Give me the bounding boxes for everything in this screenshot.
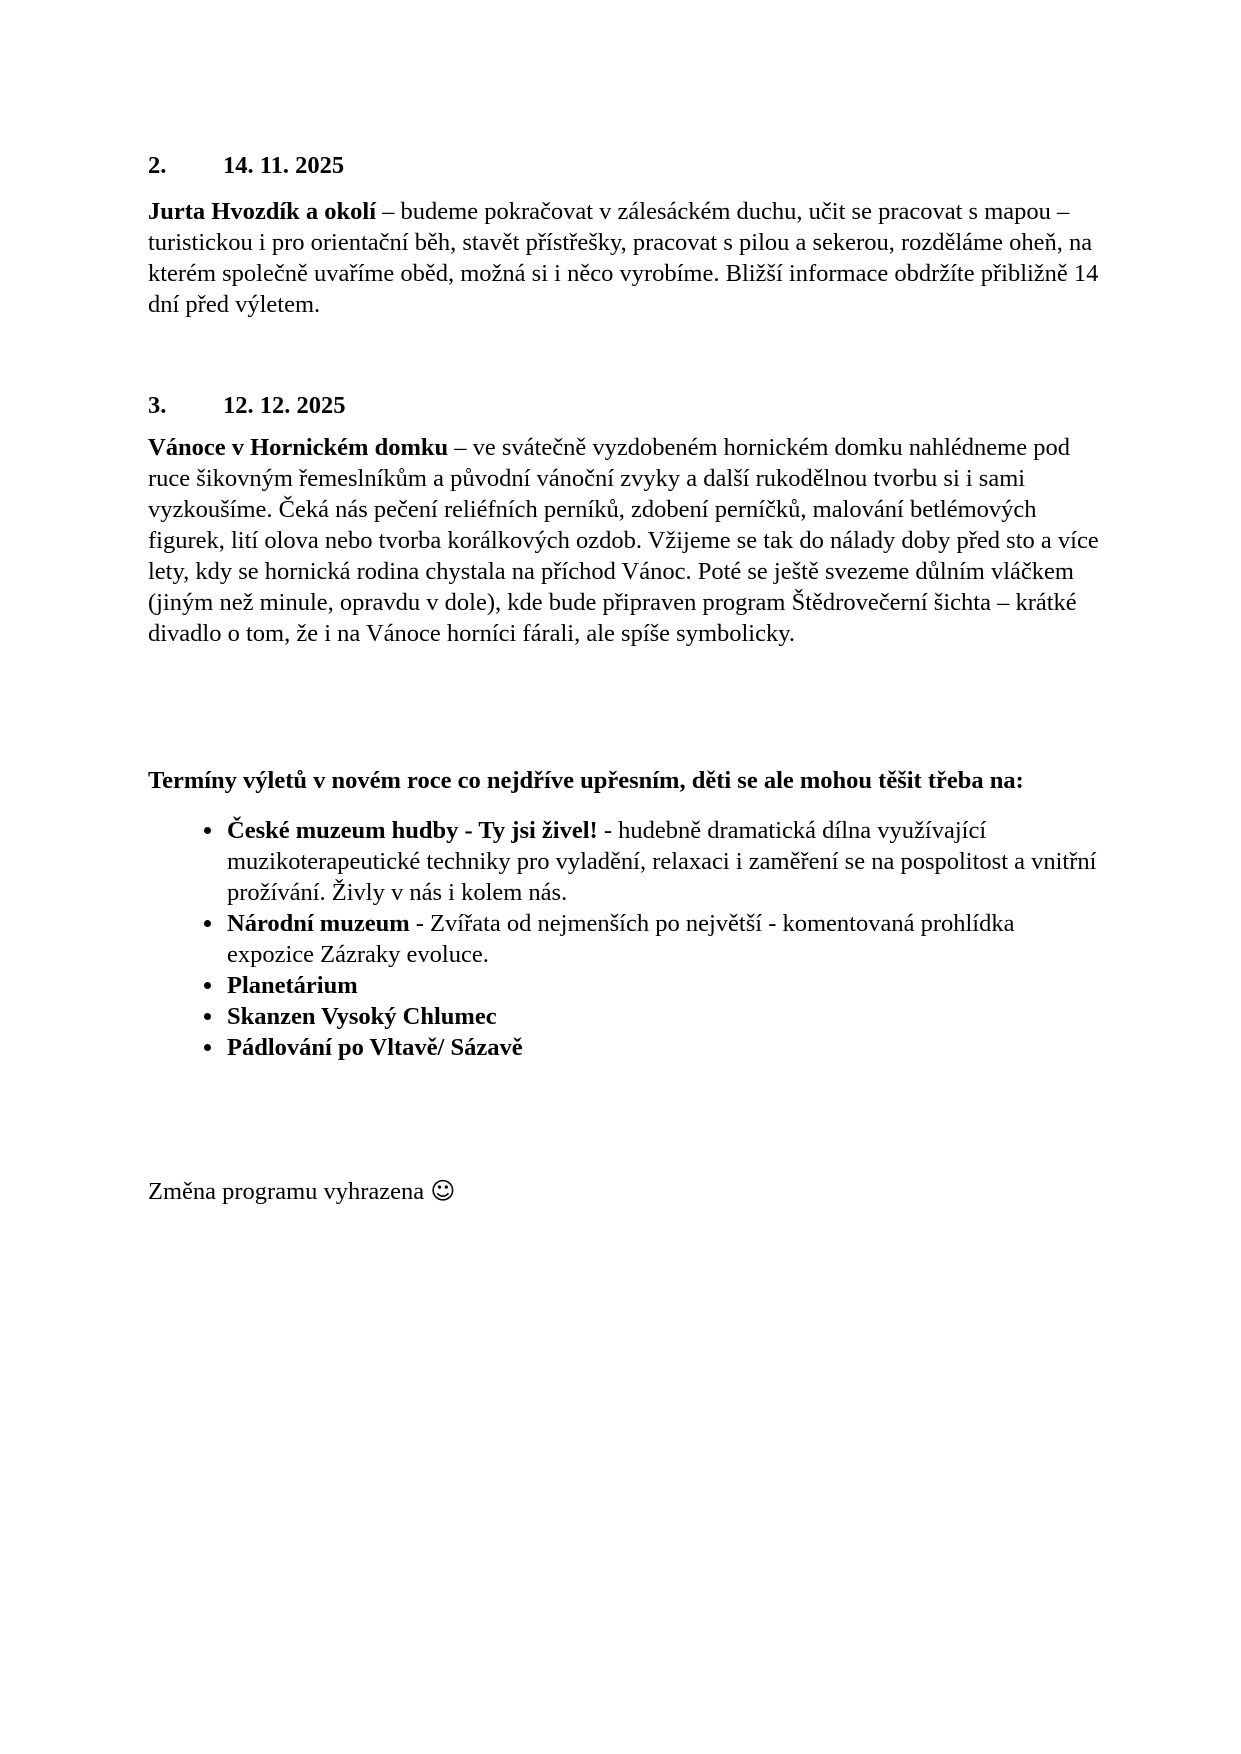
footer-note bbox=[148, 1176, 1103, 1207]
bullet-title: Národní muzeum bbox=[227, 910, 410, 937]
trip-3-title: Vánoce v Hornickém domku bbox=[148, 434, 449, 461]
section-3-heading bbox=[148, 390, 1103, 421]
list-item-skanzen bbox=[225, 1001, 1103, 1032]
bullet-title: Pádlování po Vltavě/ Sázavě bbox=[227, 1034, 523, 1061]
trip-list bbox=[148, 815, 1103, 1063]
bullet-title: České muzeum hudby - Ty jsi živel! bbox=[227, 817, 598, 844]
footer-note-text: Změna programu vyhrazena bbox=[148, 1178, 431, 1205]
bullet-description: - Zvířata od nejmenších po největší - komentovaná prohlídka expozice Zázraky evoluce. bbox=[227, 910, 1015, 968]
trip-2-description: – budeme pokračovat v zálesáckém duchu, učit se pracovat s mapou – turistickou i pro orientační běh, stavět přístřešky, pracovat s pilou a sekerou, rozděláme oheň, na kterém společně uvaříme oběd, možná si i něco vyrobíme. Bližší informace obdržíte přibližně 14 dní před výletem. bbox=[148, 198, 1099, 318]
list-item-muzeum-hudby bbox=[225, 815, 1103, 908]
upcoming-heading: Termíny výletů v novém roce co nejdříve upřesním, děti se ale mohou těšit třeba na: bbox=[148, 767, 1024, 794]
section-2-number: 2. bbox=[148, 152, 167, 179]
list-item-narodni-muzeum bbox=[225, 908, 1103, 970]
section-3-number: 3. bbox=[148, 392, 167, 419]
trip-3-description: – ve svátečně vyzdobeném hornickém domku nahlédneme pod ruce šikovným řemeslníkům a původní vánoční zvyky a další rukodělnou tvorbu si i sami vyzkoušíme. Čeká nás pečení reliéfních perníků, zdobení perníčků, malování betlémových figurek, lití olova nebo tvorba korálkových ozdob. Vžijeme se tak do nálady doby před sto a více lety, kdy se hornická rodina chystala na příchod Vánoc. Poté se ještě svezeme důlním vláčkem (jiným než minule, opravdu v dole), kde bude připraven program Štědrovečerní šichta – krátké divadlo o tom, že i na Vánoce horníci fárali, ale spíše symbolicky. bbox=[148, 434, 1099, 647]
bullet-title: Skanzen Vysoký Chlumec bbox=[227, 1003, 497, 1030]
trip-2-title: Jurta Hvozdík a okolí bbox=[148, 198, 377, 225]
section-2-date: 14. 11. 2025 bbox=[223, 152, 345, 179]
list-item-padlovani bbox=[225, 1032, 1103, 1063]
trip-2-paragraph bbox=[148, 196, 1103, 320]
bullet-description: - hudebně dramatická dílna využívající muzikoterapeutické techniky pro vyladění, relaxaci i zaměření se na pospolitost a vnitřní prožívání. Živly v nás i kolem nás. bbox=[227, 817, 1097, 906]
list-item-planetarium bbox=[225, 970, 1103, 1001]
section-3-date: 12. 12. 2025 bbox=[223, 392, 346, 419]
smiley-icon: ☺ bbox=[430, 1177, 456, 1205]
trip-3-paragraph bbox=[148, 432, 1103, 649]
bullet-title: Planetárium bbox=[227, 972, 358, 999]
section-2-heading bbox=[148, 150, 1103, 181]
